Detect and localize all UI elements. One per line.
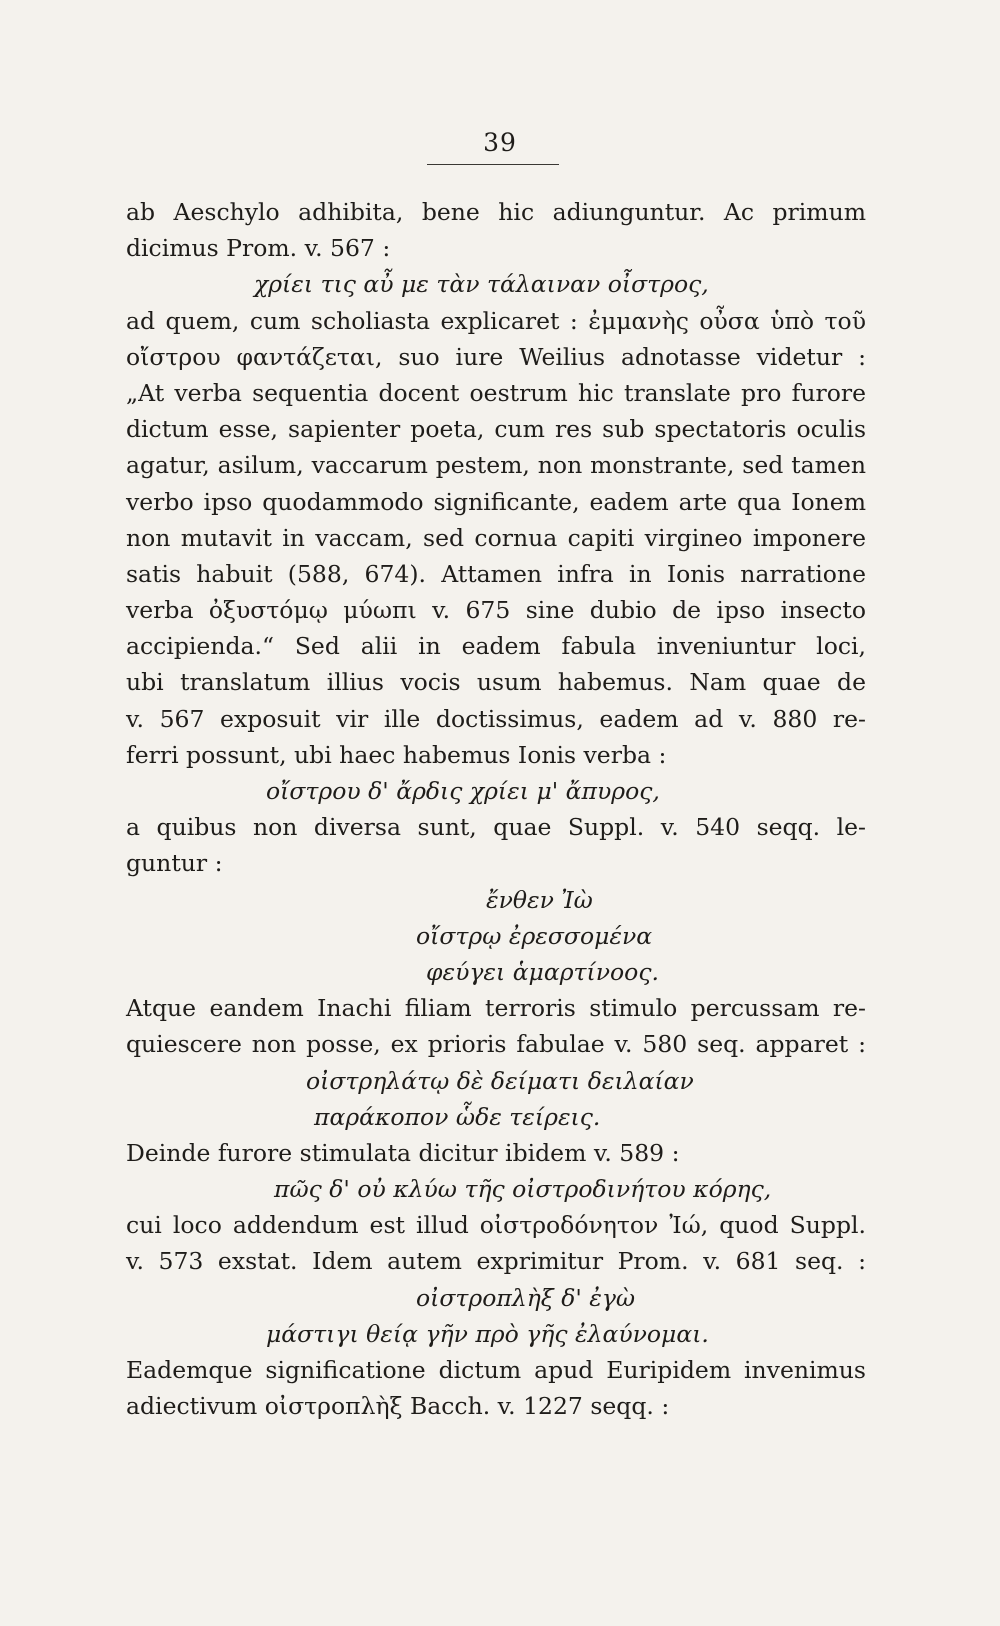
text-line: non mutavit in vaccam, sed cornua capiti virgineo imponere [126, 523, 866, 552]
text-line: Eademque significatione dictum apud Euripidem invenimus [126, 1356, 866, 1384]
header-rule [427, 164, 559, 165]
text-line: ab Aeschylo adhibita, bene hic adiunguntur. Ac primum [126, 198, 866, 226]
text-line: ferri possunt, ubi haec habemus Ionis verba : [126, 740, 667, 769]
text-line: quiescere non posse, ex prioris fabulae v. 580 seq. apparet : [126, 1030, 866, 1059]
verse-line: παράκοπον ὧδε τείρεις. [314, 1102, 601, 1131]
text-line: dicimus Prom. v. 567 : [126, 234, 391, 263]
text-line: adiectivum οἰστροπλὴξ Bacch. v. 1227 seqq. : [126, 1392, 670, 1421]
text-line: dictum esse, sapienter poeta, cum res sub spectatoris oculis [126, 415, 866, 444]
text-line: guntur : [126, 849, 223, 878]
text-line: ubi translatum illius vocis usum habemus. Nam quae de [126, 668, 866, 697]
verse-line: φεύγει ἁμαρτίνοος. [426, 957, 659, 986]
text-line: ad quem, cum scholiasta explicaret : ἐμμανὴς οὖσα ὑπὸ τοῦ [126, 306, 866, 335]
text-line: a quibus non diversa sunt, quae Suppl. v. 540 seqq. le- [126, 813, 866, 842]
text-line: verbo ipso quodammodo significante, eadem arte qua Ionem [126, 487, 866, 516]
text-line: agatur, asilum, vaccarum pestem, non monstrante, sed tamen [126, 451, 866, 480]
text-line: accipienda.“ Sed alii in eadem fabula inveniuntur loci, [126, 632, 866, 661]
text-line: „At verba sequentia docent oestrum hic translate pro furore [126, 378, 866, 407]
verse-line: ἔνθεν Ἰὼ [486, 885, 593, 914]
page-number: 39 [483, 128, 517, 157]
verse-line: οἴστρου δ' ἄρδις χρίει μ' ἄπυρος, [266, 777, 660, 805]
body-text [126, 194, 866, 1424]
verse-line: οἴστρῳ ἐρεσσομένα [416, 921, 653, 950]
text-line: οἴστρου φαντάζεται, suo iure Weilius adnotasse videtur : [126, 342, 866, 371]
text-line: verba ὀξυστόμῳ μύωπι v. 675 sine dubio de ipso insecto [126, 596, 866, 625]
text-line: Deinde furore stimulata dicitur ibidem v. 589 : [126, 1138, 680, 1167]
verse-line: οἰστροπλὴξ δ' ἐγὼ [416, 1283, 636, 1312]
verse-line: πῶς δ' οὐ κλύω τῆς οἰστροδινήτου κόρης, [274, 1175, 772, 1204]
text-line: cui loco addendum est illud οἰστροδόνητον Ἰώ, quod Suppl. [126, 1211, 866, 1240]
text-line: Atque eandem Inachi filiam terroris stimulo percussam re- [126, 994, 866, 1023]
text-line: v. 573 exstat. Idem autem exprimitur Prom. v. 681 seq. : [126, 1247, 866, 1276]
verse-line: οἰστρηλάτῳ δὲ δείματι δειλαίαν [306, 1066, 694, 1095]
verse-line: χρίει τις αὖ με τὰν τάλαιναν οἶστρος, [254, 270, 709, 299]
text-line: v. 567 exposuit vir ille doctissimus, eadem ad v. 880 re- [126, 704, 866, 733]
verse-line: μάστιγι θείᾳ γῆν πρὸ γῆς ἐλαύνομαι. [266, 1319, 709, 1348]
text-line: satis habuit (588, 674). Attamen infra in Ionis narratione [126, 559, 866, 588]
